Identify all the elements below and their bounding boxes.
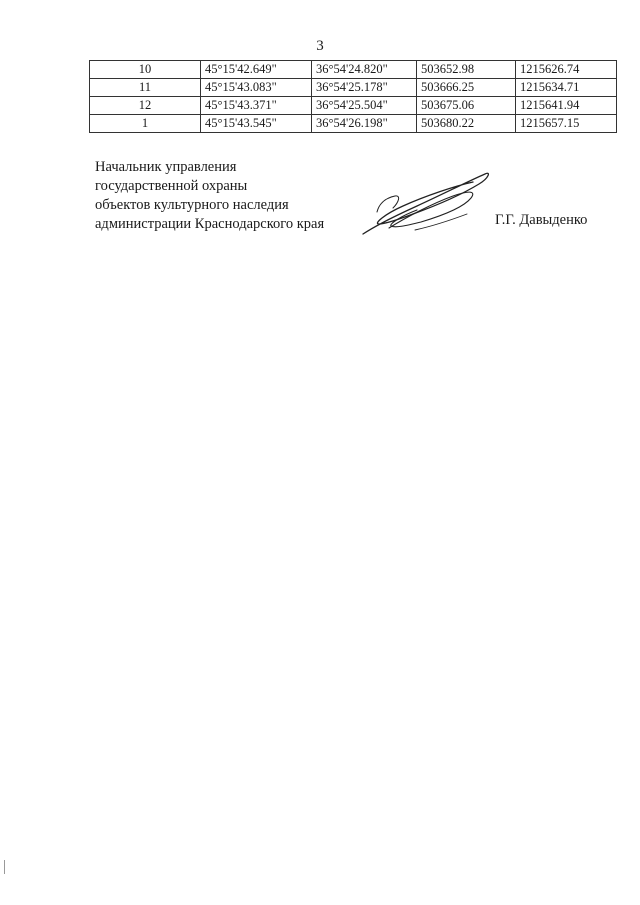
longitude-cell: 36°54'24.820" <box>312 61 417 79</box>
table-row <box>90 79 617 97</box>
x-coordinate-cell: 503675.06 <box>417 97 516 115</box>
point-number: 10 <box>90 61 201 79</box>
position-line: государственной охраны <box>95 178 248 194</box>
latitude-cell: 45°15'43.083" <box>201 79 312 97</box>
longitude-cell: 36°54'26.198" <box>312 115 417 133</box>
position-line: объектов культурного наследия <box>95 197 289 213</box>
position-line: Начальник управления <box>95 159 237 175</box>
coordinates-table <box>89 60 617 133</box>
x-coordinate-cell: 503652.98 <box>417 61 516 79</box>
y-coordinate-cell: 1215657.15 <box>516 115 617 133</box>
latitude-cell: 45°15'43.371" <box>201 97 312 115</box>
latitude-cell: 45°15'43.545" <box>201 115 312 133</box>
table-row <box>90 97 617 115</box>
y-coordinate-cell: 1215634.71 <box>516 79 617 97</box>
table-row <box>90 115 617 133</box>
longitude-cell: 36°54'25.178" <box>312 79 417 97</box>
scan-edge-mark <box>4 860 5 874</box>
latitude-cell: 45°15'42.649" <box>201 61 312 79</box>
page-number: 3 <box>316 38 324 54</box>
signatory-name: Г.Г. Давыденко <box>495 212 588 228</box>
y-coordinate-cell: 1215626.74 <box>516 61 617 79</box>
handwritten-signature <box>355 168 495 240</box>
position-line: администрации Краснодарского края <box>95 216 325 232</box>
signatory-position <box>95 158 324 234</box>
y-coordinate-cell: 1215641.94 <box>516 97 617 115</box>
x-coordinate-cell: 503666.25 <box>417 79 516 97</box>
x-coordinate-cell: 503680.22 <box>417 115 516 133</box>
table-row <box>90 61 617 79</box>
point-number: 12 <box>90 97 201 115</box>
longitude-cell: 36°54'25.504" <box>312 97 417 115</box>
point-number: 1 <box>90 115 201 133</box>
point-number: 11 <box>90 79 201 97</box>
